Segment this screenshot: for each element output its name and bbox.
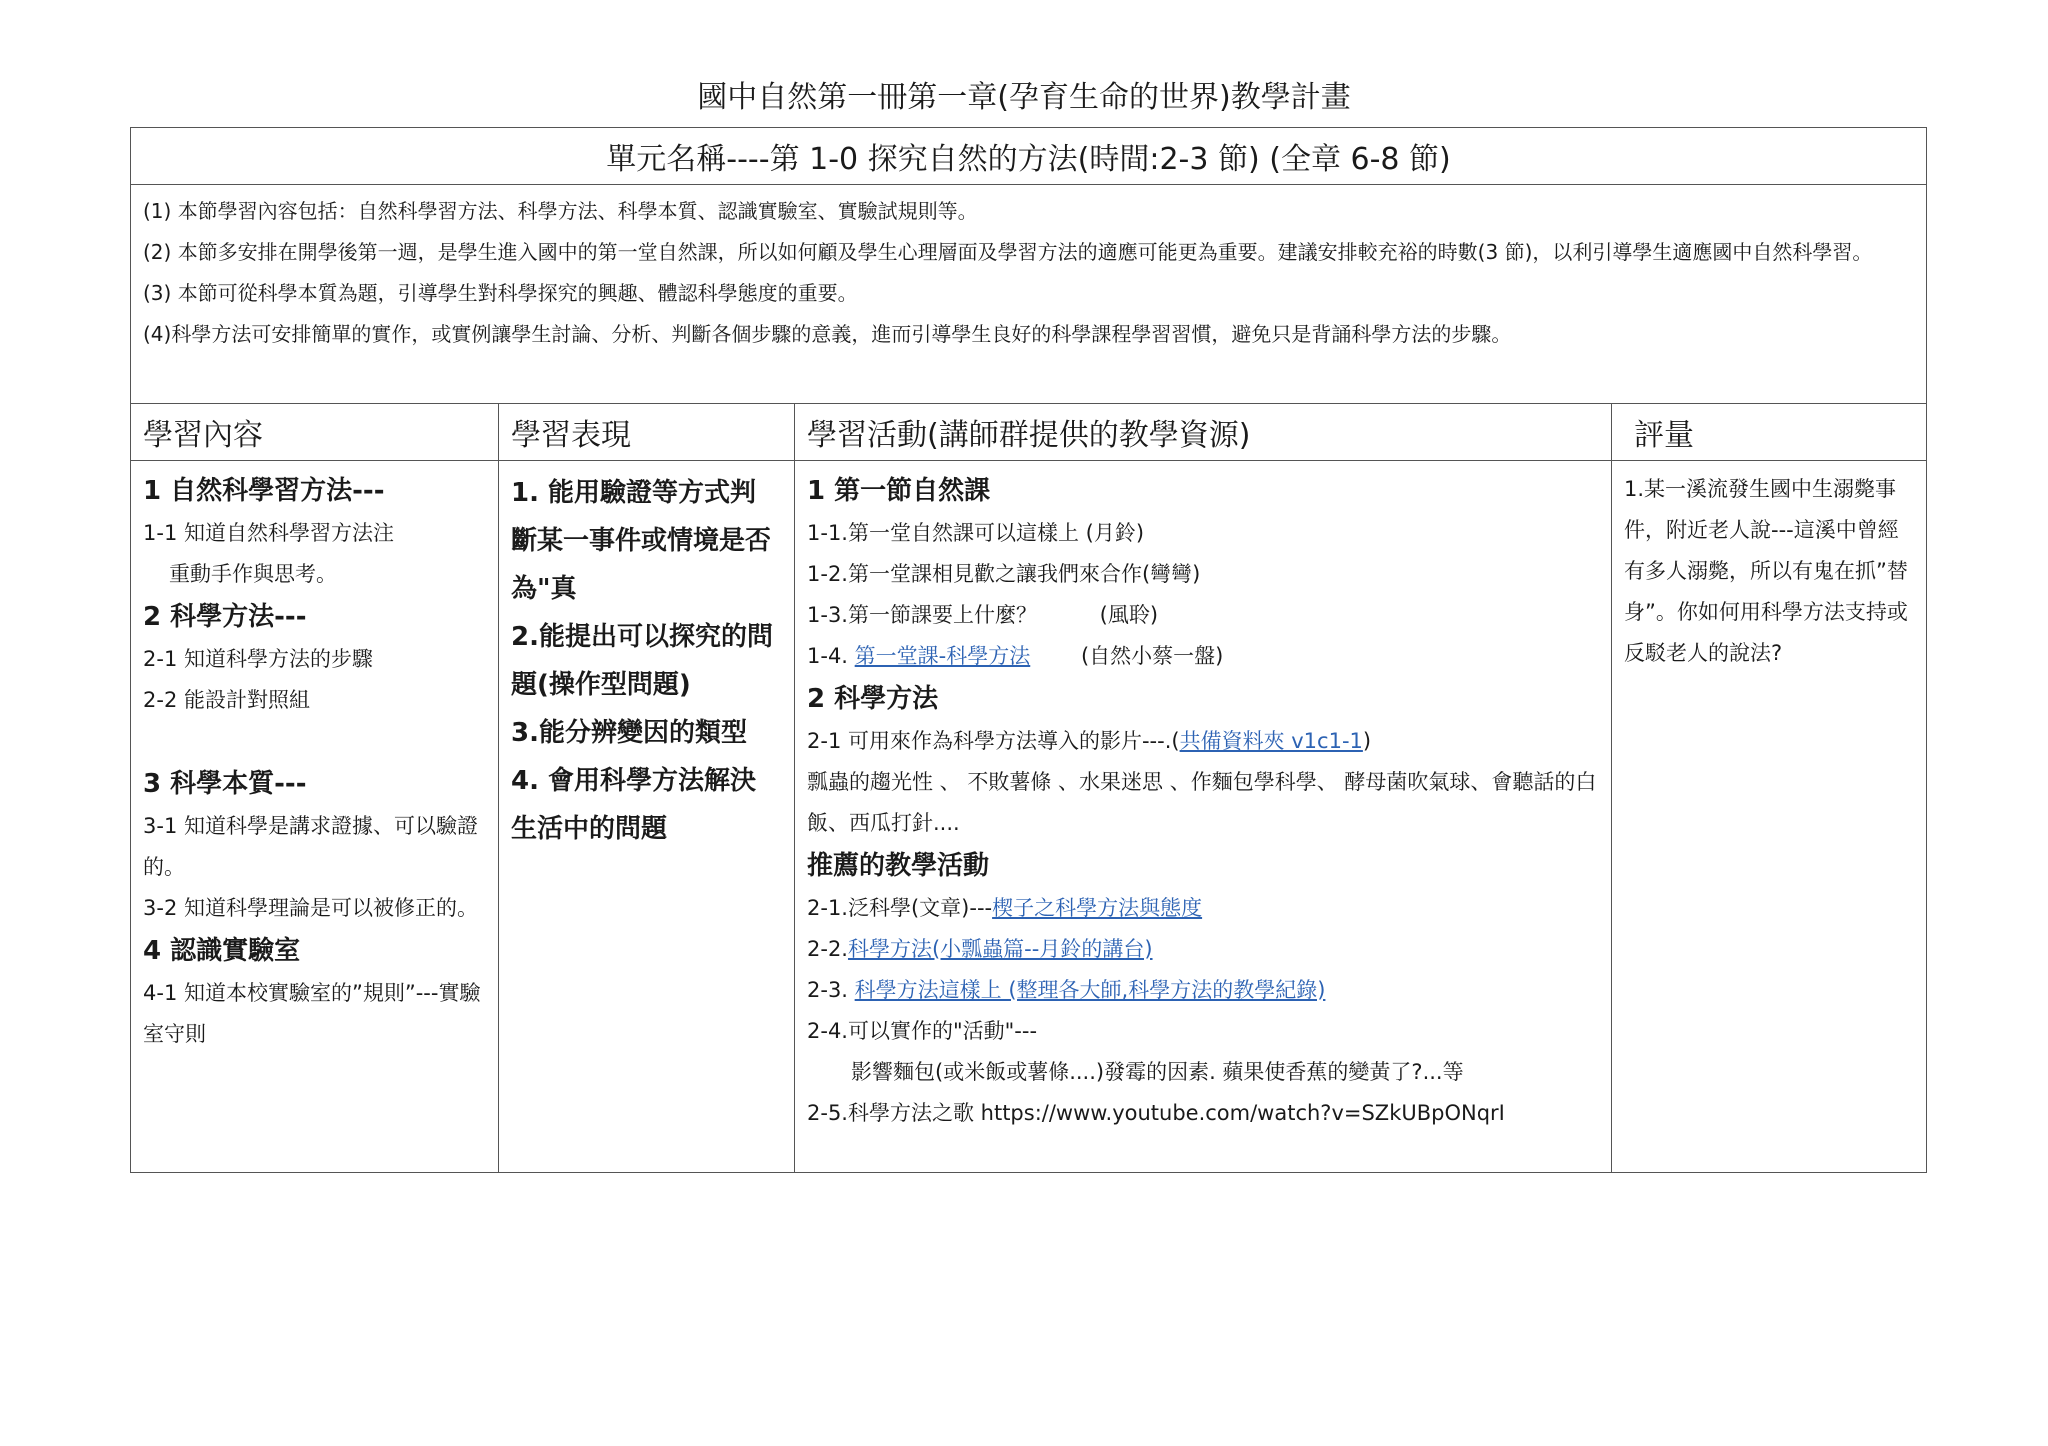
recommended-2-3 (807, 970, 1599, 1011)
recommended-2-3-link[interactable]: 科學方法這樣上 (整理各大師,科學方法的教學紀錄) (854, 978, 1326, 1002)
activity-1-4-author: (自然小蔡一盤) (1080, 644, 1224, 668)
assessment-question-1: 1.某一溪流發生國中生溺斃事件，附近老人說---這溪中曾經有多人溺斃，所以有鬼在抓”替身”。你如何用科學方法支持或反駁老人的說法? (1624, 477, 1908, 665)
content-item-2-1: 2-1 知道科學方法的步驟 (143, 647, 373, 671)
recommended-2-1-prefix: 2-1.泛科學(文章)--- (807, 896, 993, 920)
recommended-2-1 (807, 888, 1599, 929)
content-cell (131, 461, 499, 1173)
recommended-2-2-link[interactable]: 科學方法(小瓢蟲篇--月鈴的講台) (847, 937, 1153, 961)
content-item-3-1: 3-1 知道科學是講求證據、可以驗證的。 (143, 814, 478, 879)
header-performance: 學習表現 (499, 404, 795, 461)
video-list: 瓢蟲的趨光性 、 不敗薯條 、水果迷思 、作麵包學科學、 酵母菌吹氣球、會聽話的白飯、西瓜打針.... (807, 770, 1597, 835)
notes-cell (131, 185, 1927, 404)
content-item-3-2: 3-2 知道科學理論是可以被修正的。 (143, 896, 478, 920)
performance-item-2: 2.能提出可以探究的問題(操作型問題) (511, 622, 773, 700)
shared-folder-link[interactable]: 共備資料夾 v1c1-1 (1179, 729, 1363, 753)
header-assessment: 評量 (1612, 404, 1927, 461)
activities-section-1: 1 第一節自然課 (807, 476, 991, 506)
activities-cell (795, 461, 1612, 1173)
document-title: 國中自然第一冊第一章(孕育生命的世界)教學計畫 (697, 80, 1351, 115)
performance-item-1: 1. 能用驗證等方式判斷某一事件或情境是否為"真 (511, 478, 772, 604)
recommended-2-2 (807, 929, 1599, 970)
recommended-2-4-detail: 影響麵包(或米飯或薯條....)發霉的因素. 蘋果使香蕉的變黃了?...等 (851, 1060, 1464, 1084)
content-item-4-1: 4-1 知道本校實驗室的”規則”---實驗室守則 (143, 981, 481, 1046)
activities-section-2: 2 科學方法 (807, 684, 939, 714)
teaching-plan-table (130, 127, 1927, 1173)
activity-2-1-suffix: ) (1362, 729, 1372, 753)
content-section-4: 4 認識實驗室 (143, 936, 301, 966)
note-1: (1) 本節學習內容包括：自然科學習方法、科學方法、科學本質、認識實驗室、實驗試規則等。 (143, 199, 978, 223)
content-section-1: 1 自然科學習方法--- (143, 476, 385, 506)
note-4: (4)科學方法可安排簡單的實作，或實例讓學生討論、分析、判斷各個步驟的意義，進而引導學生良好的科學課程學習習慣，避免只是背誦科學方法的步驟。 (143, 322, 1512, 346)
header-activities: 學習活動(講師群提供的教學資源) (795, 404, 1612, 461)
note-2: (2) 本節多安排在開學後第一週，是學生進入國中的第一堂自然課，所以如何顧及學生心理層面及學習方法的適應可能更為重要。建議安排較充裕的時數(3 節)，以利引導學生適應國中自然科學習。 (143, 240, 1873, 264)
content-item-1-1: 1-1 知道自然科學習方法注 (143, 521, 394, 545)
note-3: (3) 本節可從科學本質為題，引導學生對科學探究的興趣、體認科學態度的重要。 (143, 281, 858, 305)
recommended-2-5: 2-5.科學方法之歌 https://www.youtube.com/watch?v=SZkUBpONqrI (807, 1101, 1505, 1125)
activity-1-3-text: 1-3.第一節課要上什麼？ (807, 603, 1037, 627)
content-item-2-2: 2-2 能設計對照組 (143, 688, 310, 712)
activity-1-3 (807, 595, 1599, 636)
recommended-2-1-link[interactable]: 楔子之科學方法與態度 (992, 896, 1203, 920)
activity-1-4 (807, 636, 1599, 677)
unit-name: 單元名稱----第 1-0 探究自然的方法(時間:2-3 節) (全章 6-8 節) (131, 128, 1927, 185)
performance-cell (499, 461, 795, 1173)
content-item-1-1-cont: 重動手作與思考。 (169, 562, 337, 586)
activity-1-2: 1-2.第一堂課相見歡之讓我們來合作(彎彎) (807, 562, 1201, 586)
activity-1-1: 1-1.第一堂自然課可以這樣上 (月鈴) (807, 521, 1145, 545)
activity-1-4-link[interactable]: 第一堂課-科學方法 (854, 644, 1031, 668)
performance-item-4: 4. 會用科學方法解決生活中的問題 (511, 766, 757, 844)
performance-item-3: 3.能分辨變因的類型 (511, 718, 747, 748)
content-section-3: 3 科學本質--- (143, 769, 307, 799)
header-content: 學習內容 (131, 404, 499, 461)
activity-2-1-prefix: 2-1 可用來作為科學方法導入的影片---.( (807, 729, 1180, 753)
assessment-cell (1612, 461, 1927, 1173)
activity-1-3-author: (風聆) (1099, 603, 1159, 627)
activity-2-1 (807, 721, 1599, 762)
content-section-2: 2 科學方法--- (143, 602, 307, 632)
recommended-2-3-prefix: 2-3. (807, 978, 855, 1002)
recommended-2-2-prefix: 2-2. (807, 937, 848, 961)
recommended-2-4: 2-4.可以實作的"活動"--- (807, 1019, 1038, 1043)
activity-1-4-prefix: 1-4. (807, 644, 848, 668)
recommended-activities-heading: 推薦的教學活動 (807, 851, 990, 881)
